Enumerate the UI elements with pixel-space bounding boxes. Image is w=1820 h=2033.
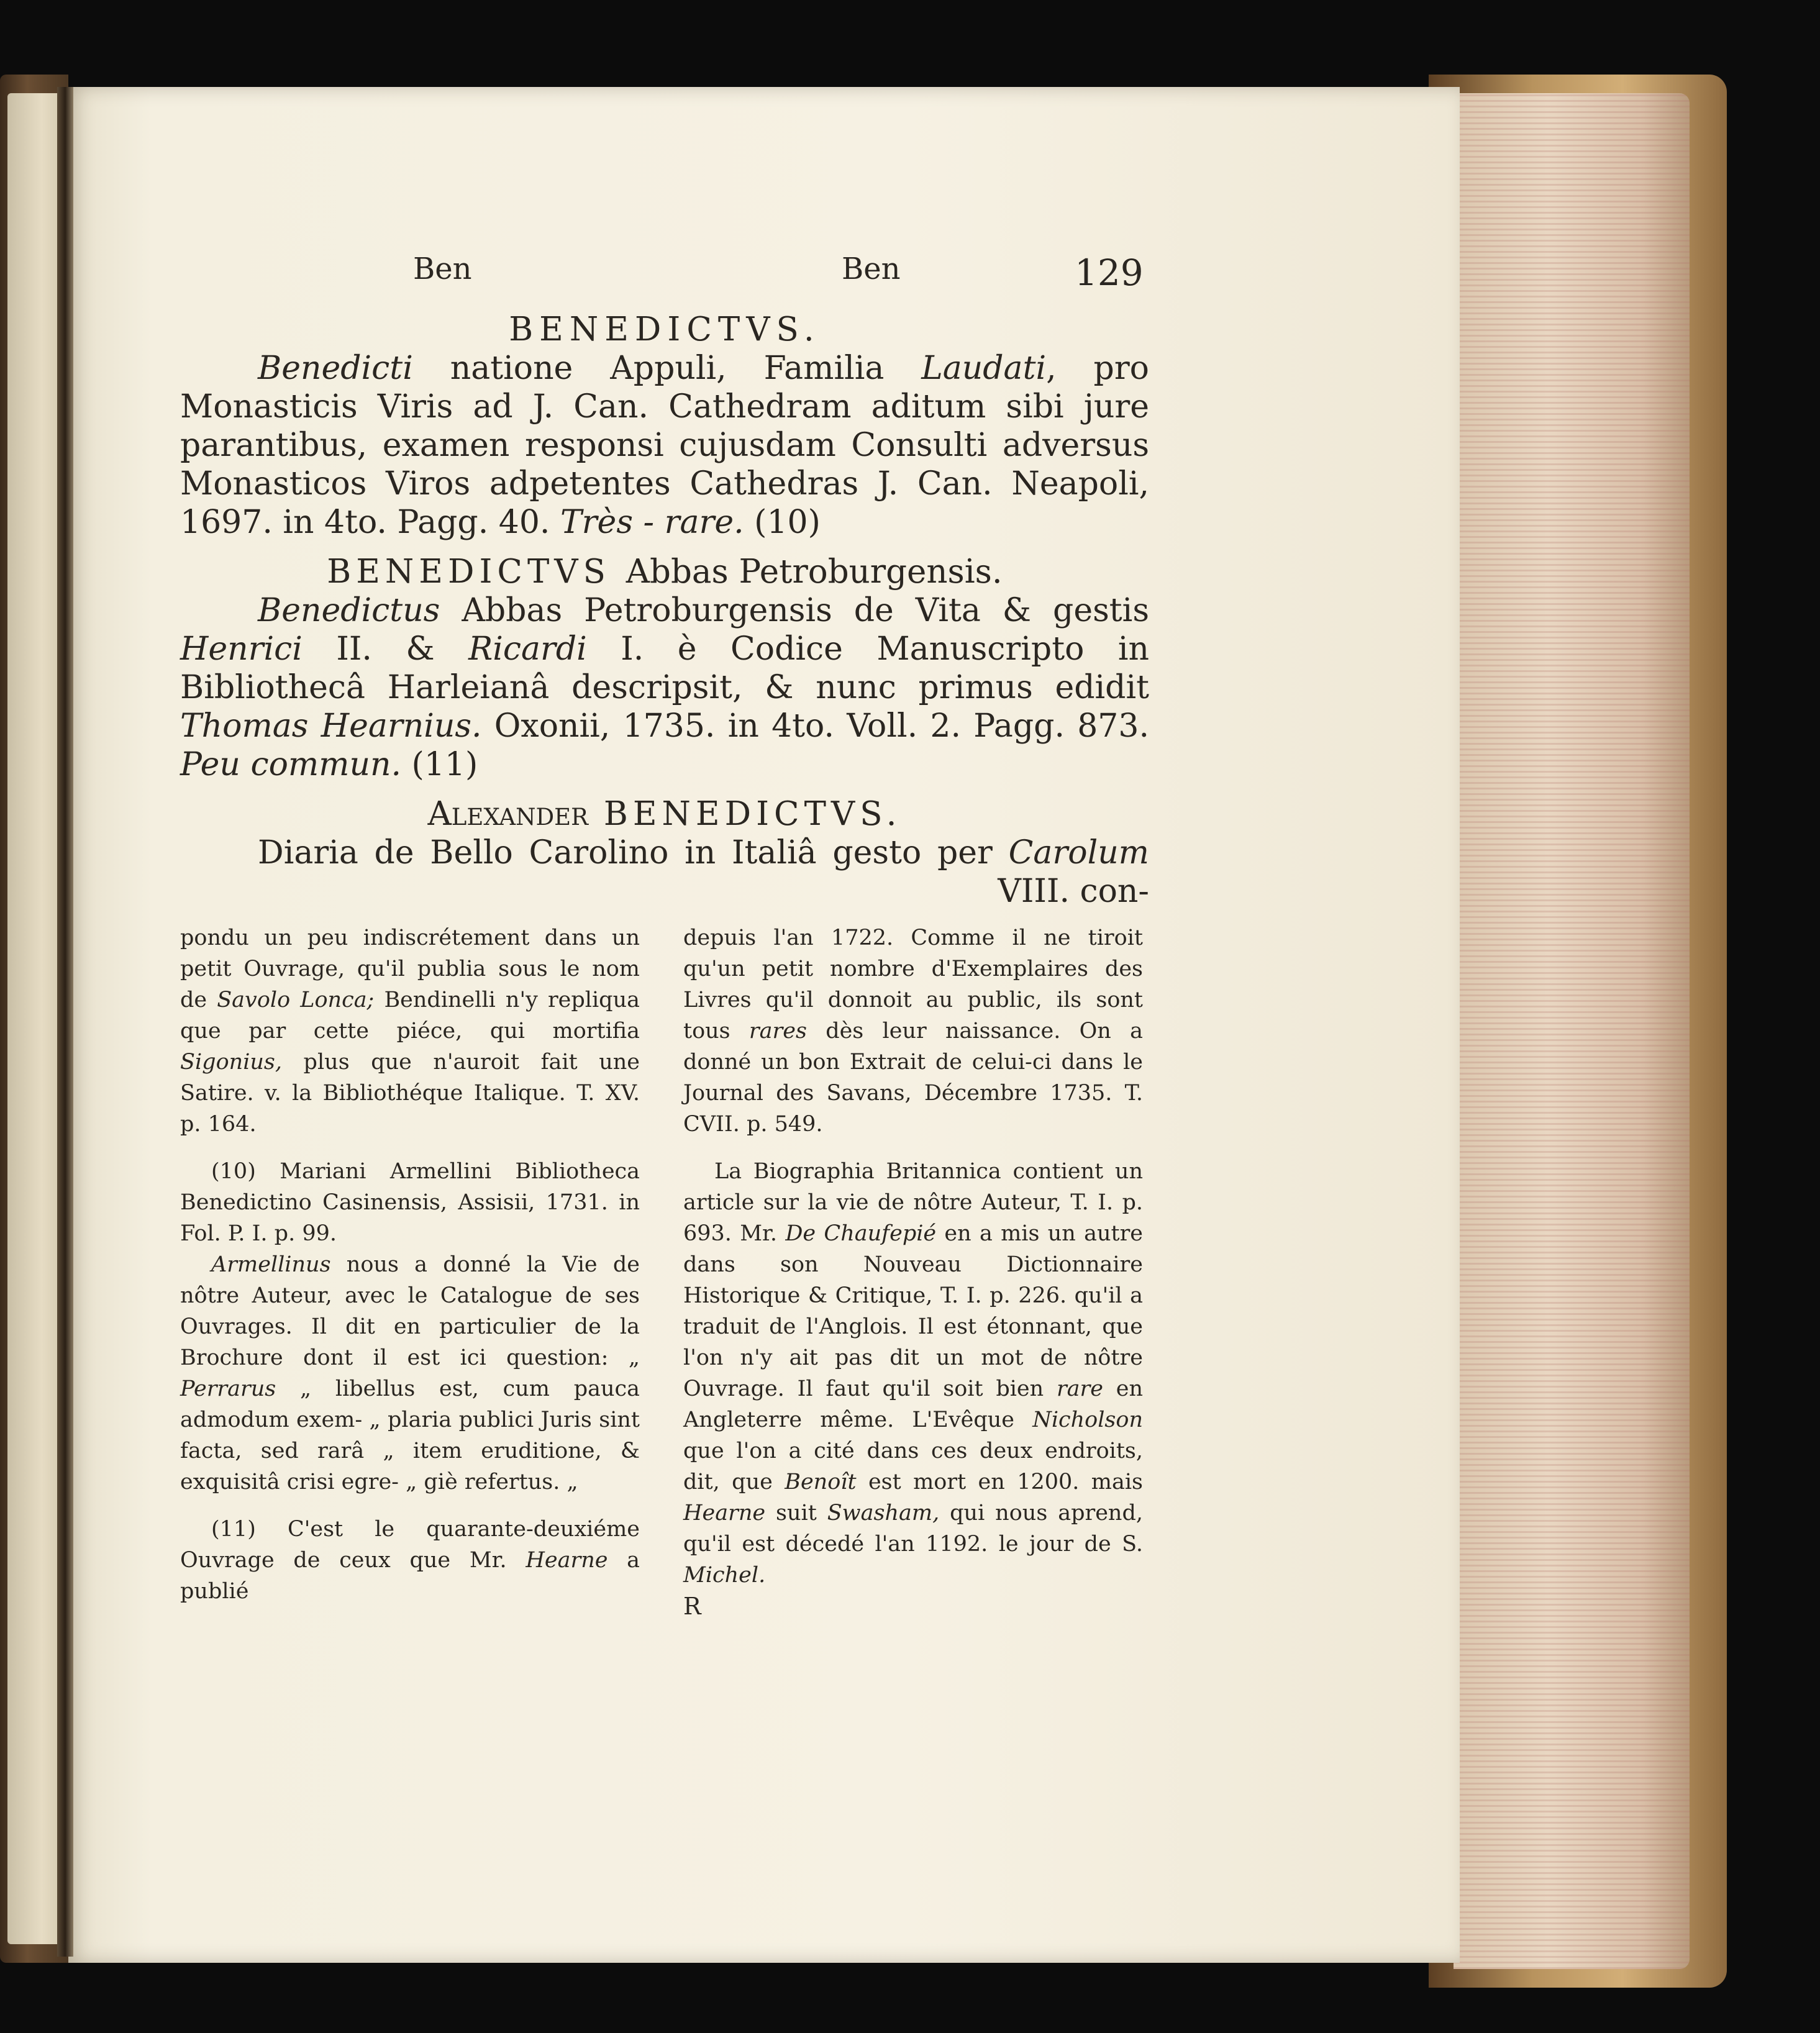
entry-body	[180, 349, 1149, 542]
italic-name: Ricardi	[468, 630, 587, 668]
text-run: Bendinelli n'y repliqua que par cette piéce, qui mortifia	[180, 988, 640, 1044]
entry-title	[180, 795, 1149, 834]
footnote-ref: (11)	[401, 746, 478, 783]
entry-title	[180, 553, 1149, 591]
gutter	[57, 87, 73, 1957]
entry-title: BENEDICTVS.	[509, 311, 821, 348]
text-run: nous a donné la Vie de nôtre Auteur, avec le Catalogue de ses Ouvrages. Il dit en particulier de la Brochure dont il est ici question: „	[180, 1252, 640, 1370]
italic-name: Armellinus	[211, 1252, 331, 1277]
entry-body	[180, 591, 1149, 784]
text-run: La Biographia Britannica contient un article sur la vie de nôtre Auteur, T. I. p. 693. Mr.	[683, 1159, 1143, 1246]
text-run: Abbas Petroburgensis de Vita & gestis	[440, 592, 1149, 629]
entry-title-sub: Abbas Petroburgensis.	[626, 553, 1003, 591]
text-run: est mort en 1200. mais	[856, 1470, 1143, 1494]
text-run: II. &	[302, 630, 469, 668]
italic-name: Sigonius,	[180, 1050, 283, 1075]
text-run: en Angleterre même. L'Evêque	[683, 1376, 1143, 1432]
running-head	[180, 252, 1149, 301]
footnote-paragraph	[683, 922, 1143, 1140]
italic-name: Thomas Hearnius.	[180, 707, 482, 745]
text-run: suit	[765, 1501, 827, 1526]
text-run: VIII. con-	[998, 873, 1149, 910]
italic-name: Hearne	[683, 1501, 766, 1526]
footnotes-right-column	[683, 922, 1143, 1622]
italic-name: Benoît	[785, 1470, 857, 1494]
footnotes-left-column	[180, 922, 640, 1607]
entry-body	[180, 834, 1149, 911]
italic-name: Hearne	[526, 1548, 608, 1573]
footnote-ref: (10)	[744, 504, 821, 541]
italic-name: De Chaufepié	[785, 1221, 937, 1246]
italic-name: Nicholson	[1032, 1408, 1143, 1432]
rarity-note: Peu commun.	[180, 746, 402, 783]
main-text	[180, 311, 1149, 911]
text-run: Oxonii, 1735. in 4to. Voll. 2. Pagg. 873.	[481, 707, 1150, 745]
text-run: , pro Monasticis Viris ad J. Can. Cathedram aditum sibi jure parantibus, examen responsi cujusdam Consulti adversus Monasticos Viros adpetentes Cathedras J. Can. Neapoli, 1697. in 4to. Pagg. 40.	[180, 350, 1149, 541]
entry-title-first: Alexander	[427, 795, 589, 833]
text-run: dès leur naissance. On a donné un bon Extrait de celui-ci dans le Journal des Savans, Décembre 1735. T. CVII. p. 549.	[683, 1019, 1143, 1137]
italic-name: Michel.	[683, 1563, 766, 1588]
running-head-left: Ben	[413, 252, 472, 286]
text-run: „ libellus est, cum pauca admodum exem- „ plaria publici Juris sint facta, sed rarâ „ item eruditione, & exquisitâ crisi egre- „ giè refertus. „	[180, 1376, 640, 1494]
text-run: Diaria de Bello Carolino in Italiâ gesto per	[258, 834, 1009, 871]
text-run: qui nous aprend, qu'il est décedé l'an 1192. le jour de S.	[683, 1501, 1144, 1557]
text-run: a publié	[180, 1548, 640, 1604]
text-run: plus que n'auroit fait une Satire. v. la Bibliothéque Italique. T. XV. p. 164.	[180, 1050, 640, 1137]
text-run: que l'on a cité dans ces deux endroits, dit, que	[683, 1439, 1143, 1494]
text-run: depuis l'an 1722. Comme il ne tiroit qu'un petit nombre d'Exemplaires des Livres qu'il donnoit au public, ils sont tous	[683, 926, 1143, 1044]
signature-mark: R	[683, 1593, 701, 1620]
footnote-10: (10) Mariani Armellini Bibliotheca Benedictino Casinensis, Assisii, 1731. in Fol. P. I. p. 99.	[180, 1159, 640, 1246]
text-run: en a mis un autre dans son Nouveau Dictionnaire Historique & Critique, T. I. p. 226. qu'il a traduit de l'Anglois. Il est étonnant, que l'on n'y ait pas dit un mot de nôtre Ouvrage. Il faut qu'il soit bien	[683, 1221, 1144, 1401]
italic-name: Swasham,	[827, 1501, 940, 1526]
entry-title-name: BENEDICTVS	[327, 553, 611, 591]
italic-name: rare	[1056, 1376, 1103, 1401]
italic-name: Carolum	[1008, 834, 1149, 871]
italic-name: Benedictus	[258, 592, 440, 629]
text-run: (11) C'est le quarante-deuxiéme Ouvrage de ceux que Mr.	[180, 1517, 640, 1573]
footnote-paragraph	[180, 1249, 640, 1498]
text-run: natione Appuli, Familia	[412, 350, 922, 387]
footnote-11	[180, 1514, 640, 1607]
italic-name: rares	[748, 1019, 807, 1044]
page-number: 129	[1075, 252, 1144, 294]
italic-name: Savolo Lonca;	[217, 988, 375, 1012]
rarity-note: Très - rare.	[560, 504, 744, 541]
text-run: I. è Codice Manuscripto in Bibliothecâ Harleianâ descripsit, & nunc primus edidit	[180, 630, 1149, 706]
page-fore-edge	[1454, 93, 1690, 1969]
italic-name: Benedicti	[258, 350, 413, 387]
left-page-edge	[7, 93, 65, 1944]
text-run: pondu un peu indiscrétement dans un petit Ouvrage, qu'il publia sous le nom de	[180, 926, 640, 1012]
italic-name: Perrarus	[180, 1376, 276, 1401]
running-head-center: Ben	[842, 252, 901, 286]
footnote-paragraph	[683, 1156, 1143, 1591]
italic-name: Henrici	[180, 630, 303, 668]
italic-name: Laudati	[921, 350, 1047, 387]
footnote-paragraph	[180, 922, 640, 1140]
entry-title-name: BENEDICTVS.	[603, 795, 902, 833]
